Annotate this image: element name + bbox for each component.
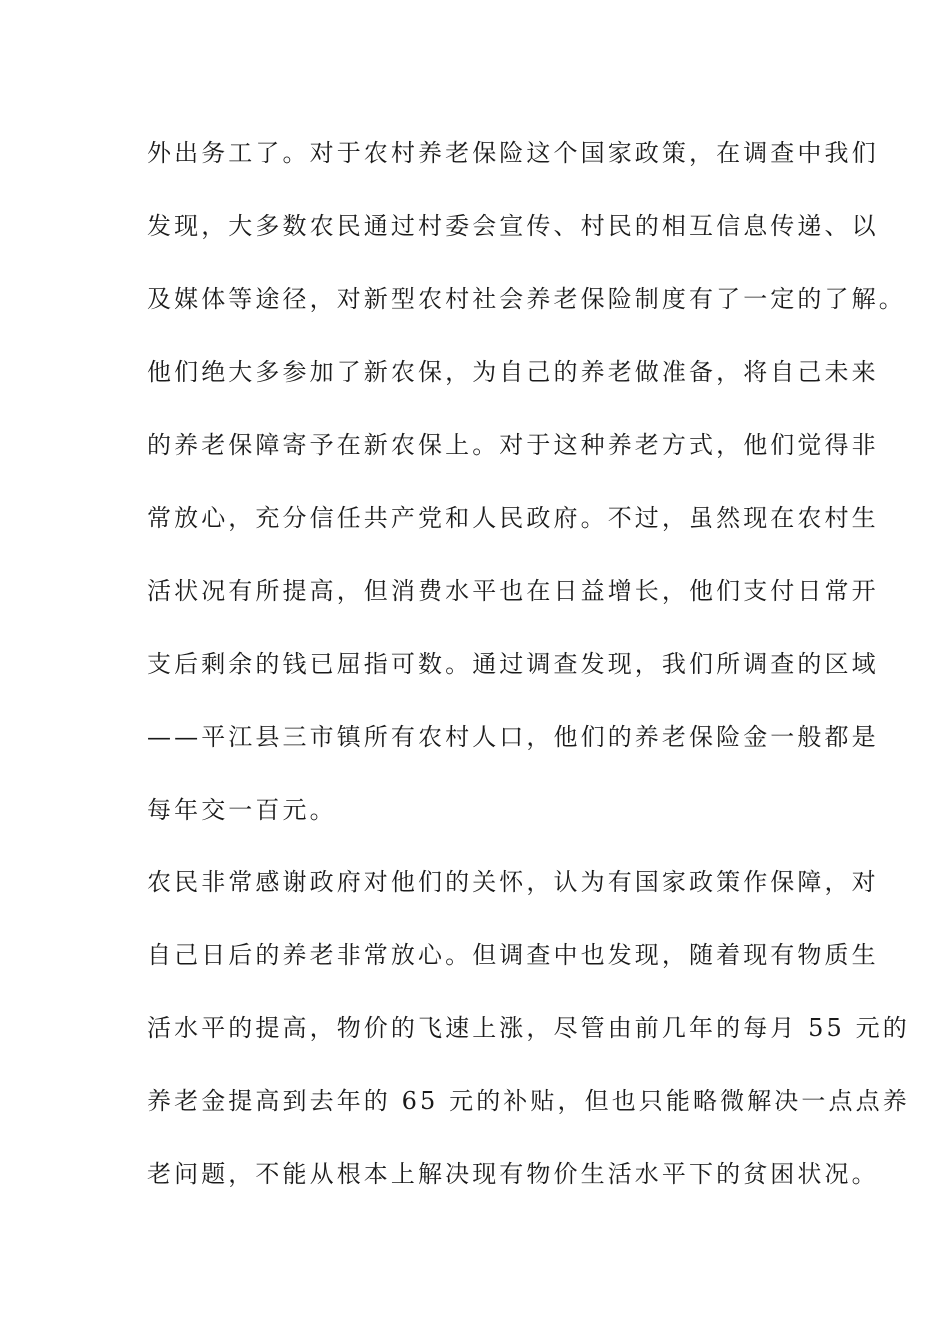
text-line: 自己日后的养老非常放心。但调查中也发现，随着现有物质生 <box>147 941 879 969</box>
text-line: 养老金提高到去年的 65 元的补贴，但也只能略微解决一点点养 <box>147 1087 910 1115</box>
text-line: 发现，大多数农民通过村委会宣传、村民的相互信息传递、以 <box>147 212 879 240</box>
text-line: 他们绝大多参加了新农保，为自己的养老做准备，将自己未来 <box>147 358 879 386</box>
text-line: 老问题，不能从根本上解决现有物价生活水平下的贫困状况。 <box>147 1160 879 1188</box>
text-line: ——平江县三市镇所有农村人口，他们的养老保险金一般都是 <box>147 723 879 751</box>
text-line: 及媒体等途径，对新型农村社会养老保险制度有了一定的了解。 <box>147 285 906 313</box>
text-line: 活状况有所提高，但消费水平也在日益增长，他们支付日常开 <box>147 577 879 605</box>
text-line: 外出务工了。对于农村养老保险这个国家政策，在调查中我们 <box>147 139 879 167</box>
text-line: 每年交一百元。 <box>147 796 337 824</box>
text-line: 常放心，充分信任共产党和人民政府。不过，虽然现在农村生 <box>147 504 879 532</box>
text-line: 的养老保障寄予在新农保上。对于这种养老方式，他们觉得非 <box>147 431 879 459</box>
text-line: 活水平的提高，物价的飞速上涨，尽管由前几年的每月 55 元的 <box>147 1014 910 1042</box>
text-line: 农民非常感谢政府对他们的关怀，认为有国家政策作保障，对 <box>147 868 879 896</box>
text-line: 支后剩余的钱已屈指可数。通过调查发现，我们所调查的区域 <box>147 650 879 678</box>
